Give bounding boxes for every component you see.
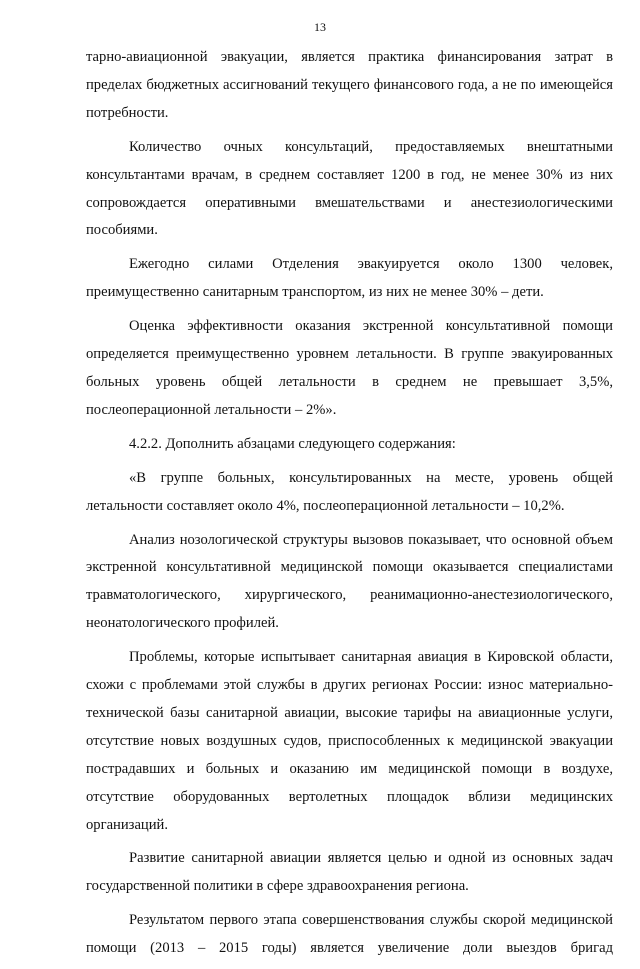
page-number: 13 [314,20,326,34]
paragraph-10: Результатом первого этапа совершенствования службы скорой медицинской помощи (2013 – 2015 годы) является увеличение доли выездов бригад [86,912,613,957]
document-body [86,44,613,969]
paragraph-8: Проблемы, которые испытывает санитарная авиация в Кировской области, схожи с проблемами этой службы в других регионах России: износ материально-технической базы санитарной авиации, высокие тарифы на авиационные услуги, отсутствие новых воздушных судов, приспособленных к медицинской эвакуации пострадавших и больных и оказанию им медицинской помощи в воздухе, отсутствие оборудованных вертолетных площадок вблизи медицинских организаций. [86,649,613,833]
paragraph-1: тарно-авиационной эвакуации, является практика финансирования затрат в пределах бюджетных ассигнований текущего финансового года, а не по имеющейся потребности. [86,49,613,121]
paragraph-4: Оценка эффективности оказания экстренной консультативной помощи определяется преимущественно уровнем летальности. В группе эвакуированных больных уровень общей летальности в среднем не превышает 3,5%, послеоперационной летальности – 2%». [86,318,613,418]
paragraph-2: Количество очных консультаций, предоставляемых внештатными консультантами врачам, в среднем составляет 1200 в год, не менее 30% из них сопровождается оперативными вмешательствами и анестезиологическими пособиями. [86,138,613,239]
paragraph-5: 4.2.2. Дополнить абзацами следующего содержания: [129,435,456,452]
paragraph-7: Анализ нозологической структуры вызовов показывает, что основной объем экстренной консультативной медицинской помощи оказывается специалистами травматологического, хирургического, реанимационно-анестезиологического, неонатологического профилей. [86,531,613,632]
paragraph-3: Ежегодно силами Отделения эвакуируется около 1300 человек, преимущественно санитарным транспортом, из них не менее 30% – дети. [86,256,613,301]
paragraph-6: «В группе больных, консультированных на месте, уровень общей летальности составляет около 4%, послеоперационной летальности – 10,2%. [86,469,613,514]
paragraph-9: Развитие санитарной авиации является целью и одной из основных задач государственной политики в сфере здравоохранения региона. [86,850,613,895]
